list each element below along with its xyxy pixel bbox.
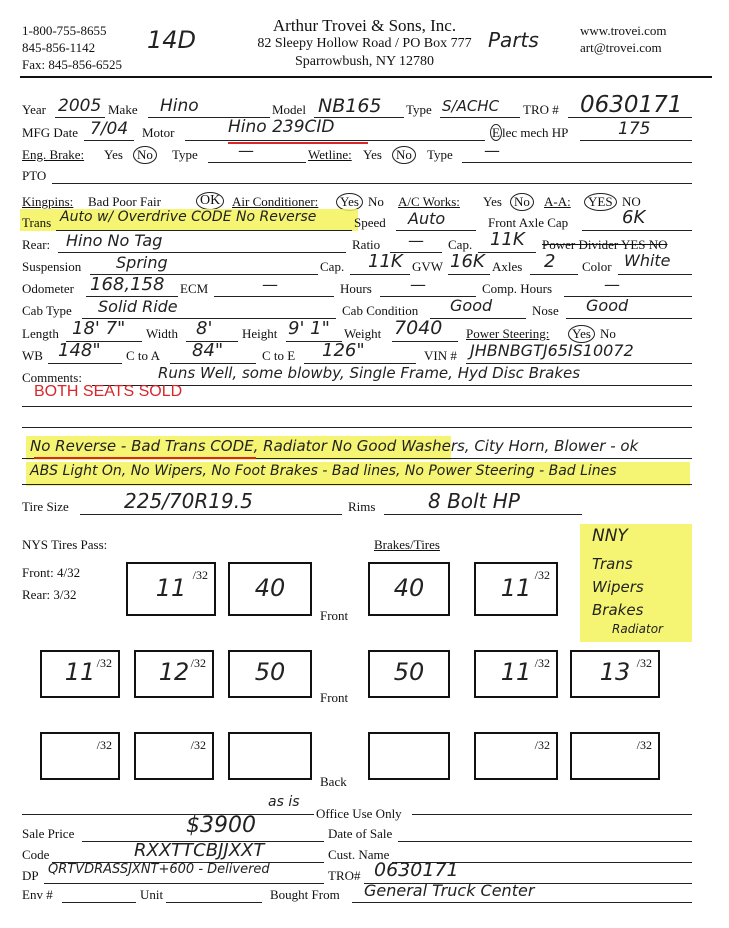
nose-value: Good bbox=[586, 296, 629, 315]
tire-box[interactable]: /32 bbox=[474, 732, 558, 780]
eng-type-value: — bbox=[238, 141, 254, 160]
fax-number: Fax: 845-856-6525 bbox=[22, 57, 123, 72]
axles-label: Axles bbox=[492, 259, 523, 274]
cab-condition-label: Cab Condition bbox=[342, 303, 419, 318]
ps-no: No bbox=[600, 326, 616, 341]
wetline-no-circled: No bbox=[392, 146, 416, 164]
suspension-value: Spring bbox=[116, 253, 168, 272]
mfg-value: 7/04 bbox=[90, 119, 129, 139]
odometer-label: Odometer bbox=[22, 281, 74, 296]
phone-local: 845-856-1142 bbox=[22, 40, 96, 55]
brake-box[interactable]: 40 bbox=[368, 562, 450, 616]
env-label: Env # bbox=[22, 887, 53, 902]
brake-box[interactable]: 50 bbox=[368, 650, 450, 698]
speed-label: Speed bbox=[354, 215, 386, 230]
length-label: Length bbox=[22, 326, 59, 341]
nny-title: NNY bbox=[592, 526, 628, 546]
width-label: Width bbox=[146, 326, 178, 341]
back-label: Back bbox=[320, 774, 347, 789]
axles-value: 2 bbox=[544, 251, 556, 272]
nny-wipers: Wipers bbox=[592, 578, 644, 596]
kingpins-label: Kingpins: bbox=[22, 194, 74, 209]
brakes-tires-label: Brakes/Tires bbox=[374, 537, 440, 552]
as-is-note: as is bbox=[268, 794, 300, 810]
tire-box[interactable]: /32 bbox=[570, 732, 660, 780]
both-seats-sold: BOTH SEATS SOLD bbox=[34, 383, 183, 400]
tire-box[interactable]: /32 bbox=[40, 732, 120, 780]
susp-cap-value: 11K bbox=[368, 251, 403, 272]
code-value: RXXTTCBJJXXT bbox=[134, 840, 265, 861]
hours-label: Hours bbox=[340, 281, 372, 296]
trans-value: Auto w/ Overdrive CODE No Reverse bbox=[60, 209, 317, 225]
power-divider-label: Power Divider YES NO bbox=[542, 237, 668, 252]
length-value: 18' 7" bbox=[72, 318, 126, 339]
notes-line1: No Reverse - Bad Trans CODE, Radiator No Good Washers, City Horn, Blower - ok bbox=[30, 437, 639, 455]
dp-value: QRTVDRASSJXNT+600 - Delivered bbox=[48, 862, 270, 877]
height-label: Height bbox=[242, 326, 278, 341]
unit-label: Unit bbox=[140, 887, 164, 902]
nys-label: NYS Tires Pass: bbox=[22, 537, 108, 552]
comments-label: Comments: bbox=[22, 370, 82, 385]
susp-cap-label: Cap. bbox=[320, 259, 345, 274]
power-steering-label: Power Steering: bbox=[466, 326, 550, 341]
ac-yes-circled: Yes bbox=[336, 193, 363, 211]
motor-label: Motor bbox=[142, 125, 175, 140]
ecm-value: — bbox=[262, 275, 278, 294]
front-label-1: Front bbox=[320, 608, 349, 623]
office-use-label: Office Use Only bbox=[316, 806, 402, 821]
code-label: Code bbox=[22, 847, 50, 862]
gvw-value: 16K bbox=[450, 251, 485, 272]
aa-no: NO bbox=[622, 194, 641, 209]
comp-hours-label: Comp. Hours bbox=[482, 281, 553, 296]
ctoe-label: C to E bbox=[262, 348, 296, 363]
wetline-type-label: Type bbox=[427, 147, 453, 162]
tire-box[interactable]: /32 12 bbox=[134, 650, 214, 698]
nny-radiator: Radiator bbox=[612, 622, 663, 636]
comments-value: Runs Well, some blowby, Single Frame, Hyd Disc Brakes bbox=[158, 364, 581, 382]
year-label: Year bbox=[22, 102, 46, 117]
tire-box[interactable]: /32 11 bbox=[126, 562, 216, 616]
sale-price-value: $3900 bbox=[186, 813, 256, 838]
comp-hours-value: — bbox=[604, 275, 620, 294]
nose-label: Nose bbox=[532, 303, 559, 318]
notes-line2: ABS Light On, No Wipers, No Foot Brakes - Bad lines, No Power Steering - Bad Lines bbox=[30, 463, 617, 479]
trans-label: Trans bbox=[22, 215, 52, 230]
make-label: Make bbox=[108, 102, 138, 117]
make-value: Hino bbox=[160, 96, 199, 116]
hours-value: — bbox=[410, 275, 426, 294]
cab-type-label: Cab Type bbox=[22, 303, 72, 318]
eng-type-label: Type bbox=[172, 147, 198, 162]
ratio-label: Ratio bbox=[352, 237, 381, 252]
width-value: 8' bbox=[196, 318, 213, 339]
tire-box[interactable]: /32 11 bbox=[40, 650, 120, 698]
wb-value: 148" bbox=[58, 340, 101, 361]
ps-yes-circled: Yes bbox=[568, 325, 595, 343]
color-label: Color bbox=[582, 259, 612, 274]
nny-trans: Trans bbox=[592, 555, 633, 573]
eng-brake-label: Eng. Brake: bbox=[22, 147, 85, 162]
year-value: 2005 bbox=[58, 96, 102, 116]
tro2-label: TRO# bbox=[328, 868, 361, 883]
website: www.trovei.com bbox=[580, 23, 667, 38]
header-divider bbox=[20, 76, 712, 78]
vin-label: VIN # bbox=[424, 348, 457, 363]
type-value: S/ACHC bbox=[442, 97, 500, 115]
odometer-value: 168,158 bbox=[90, 274, 165, 295]
cab-type-value: Solid Ride bbox=[98, 297, 178, 316]
model-label: Model bbox=[272, 102, 306, 117]
pto-label: PTO bbox=[22, 168, 47, 183]
brake-box[interactable]: 50 bbox=[228, 650, 312, 698]
phone-tollfree: 1-800-755-8655 bbox=[22, 23, 107, 38]
brake-box[interactable] bbox=[368, 732, 450, 780]
handwritten-number: 14D bbox=[147, 26, 197, 54]
kingpins-options: Bad Poor Fair bbox=[88, 194, 161, 209]
tire-box[interactable]: /32 11 bbox=[474, 562, 558, 616]
rear-cap-value: 11K bbox=[490, 229, 525, 250]
weight-label: Weight bbox=[344, 326, 382, 341]
type-label: Type bbox=[406, 102, 432, 117]
eng-no-circled: No bbox=[133, 146, 157, 164]
front-label-2: Front bbox=[320, 690, 349, 705]
brake-box[interactable]: 40 bbox=[228, 562, 312, 616]
tro-label: TRO # bbox=[523, 102, 559, 117]
email: art@trovei.com bbox=[580, 40, 662, 55]
tire-box[interactable]: /32 11 bbox=[474, 650, 558, 698]
front-axle-value: 6K bbox=[622, 207, 646, 228]
ratio-value: — bbox=[408, 231, 424, 250]
wb-label: WB bbox=[22, 348, 43, 363]
sale-price-label: Sale Price bbox=[22, 826, 75, 841]
nny-brakes: Brakes bbox=[592, 601, 644, 619]
bought-from-value: General Truck Center bbox=[364, 881, 535, 900]
aa-label: A-A: bbox=[544, 194, 571, 209]
front-axle-label: Front Axle Cap bbox=[488, 215, 569, 230]
wetline-type-value: — bbox=[484, 141, 500, 160]
front-spec: Front: 4/32 bbox=[22, 565, 81, 580]
ac-label: Air Conditioner: bbox=[232, 194, 319, 209]
elec-label: E lec mech HP bbox=[492, 125, 569, 140]
tire-box[interactable]: /32 13 bbox=[570, 650, 660, 698]
ecm-label: ECM bbox=[180, 281, 209, 296]
vin-value: JHBNBGTJ65IS10072 bbox=[470, 341, 634, 360]
tro-value: 0630171 bbox=[580, 92, 683, 118]
rims-label: Rims bbox=[348, 499, 376, 514]
aa-yes-circled: YES bbox=[584, 193, 617, 211]
tire-box[interactable]: /32 bbox=[134, 732, 214, 780]
ctoa-value: 84" bbox=[192, 340, 224, 361]
rear-cap-label: Cap. bbox=[448, 237, 473, 252]
bought-from-label: Bought From bbox=[270, 887, 340, 902]
tro2-value: 0630171 bbox=[374, 859, 459, 881]
wetline-yes: Yes bbox=[363, 147, 382, 162]
rear-value: Hino No Tag bbox=[66, 231, 163, 250]
cab-condition-value: Good bbox=[450, 296, 493, 315]
kingpins-ok-circled: OK bbox=[196, 192, 224, 210]
cust-name-label: Cust. Name bbox=[328, 847, 390, 862]
handwritten-parts: Parts bbox=[488, 28, 539, 52]
company-name: Arthur Trovei & Sons, Inc. bbox=[272, 16, 457, 35]
ctoe-value: 126" bbox=[322, 340, 365, 361]
brake-box[interactable] bbox=[228, 732, 312, 780]
mfg-label: MFG Date bbox=[22, 125, 78, 140]
wetline-label: Wetline: bbox=[308, 147, 352, 162]
ac-works-yes: Yes bbox=[483, 194, 502, 209]
ctoa-label: C to A bbox=[126, 348, 160, 363]
height-value: 9' 1" bbox=[288, 318, 330, 339]
ac-no: No bbox=[368, 194, 384, 209]
hp-value: 175 bbox=[618, 119, 651, 139]
rims-value: 8 Bolt HP bbox=[428, 489, 520, 513]
date-sale-label: Date of Sale bbox=[328, 826, 393, 841]
ac-works-no-circled: No bbox=[510, 193, 534, 211]
color-value: White bbox=[624, 251, 671, 270]
notes-red-underline bbox=[34, 457, 256, 459]
motor-value: Hino 239CID bbox=[228, 117, 335, 137]
eng-yes: Yes bbox=[104, 147, 123, 162]
model-value: NB165 bbox=[318, 95, 382, 117]
tire-size-value: 225/70R19.5 bbox=[124, 489, 253, 513]
gvw-label: GVW bbox=[412, 259, 444, 274]
weight-value: 7040 bbox=[394, 317, 443, 339]
tire-size-label: Tire Size bbox=[22, 499, 69, 514]
dp-label: DP bbox=[22, 868, 39, 883]
speed-value: Auto bbox=[408, 209, 446, 228]
rear-label: Rear: bbox=[22, 237, 51, 252]
company-city: Sparrowbush, NY 12780 bbox=[294, 54, 435, 69]
ac-works-label: A/C Works: bbox=[398, 194, 460, 209]
suspension-label: Suspension bbox=[22, 259, 82, 274]
rear-spec: Rear: 3/32 bbox=[22, 587, 77, 602]
company-address: 82 Sleepy Hollow Road / PO Box 777 bbox=[257, 36, 472, 51]
